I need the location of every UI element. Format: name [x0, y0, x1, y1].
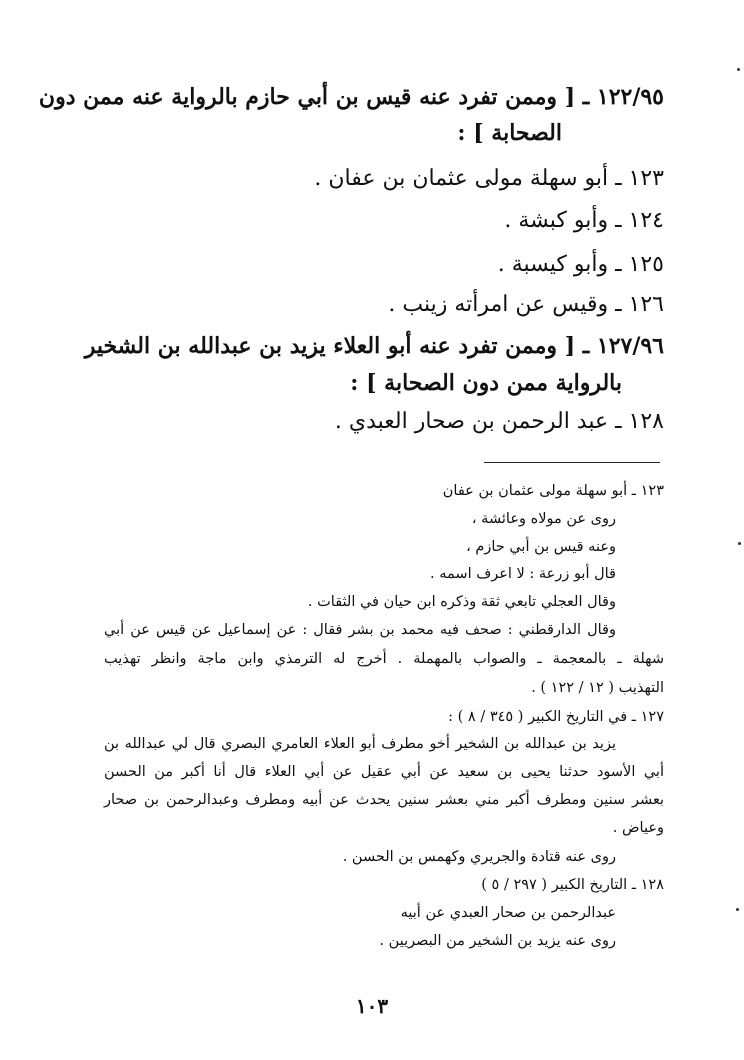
footnote-128-line: روى عنه يزيد بن الشخير من البصريين . [379, 933, 616, 949]
footnote-127-line: أبي الأسود حدثنا يحيى بن سعيد عن أبي عقيل عن أبي العلاء قال أنا أكبر من الحسن [104, 764, 664, 780]
footnote-127-title: ١٢٧ ـ في التاريخ الكبير ( ٣٤٥ / ٨ ) : [448, 709, 664, 725]
footnote-123-line: روى عن مولاه وعائشة ، [471, 511, 616, 527]
entry-123: ١٢٣ ـ أبو سهلة مولى عثمان بن عفان . [314, 166, 664, 191]
footnote-123-line: قال أبو زرعة : لا اعرف اسمه . [430, 566, 616, 582]
footnote-127-line: بعشر سنين ومطرف أكبر مني بعشر سنين يحدث عن أبيه ومطرف وعبدالرحمن بن صحار [104, 792, 664, 808]
page-number: ١٠٣ [355, 994, 389, 1018]
heading-95-continued: الصحابة ] : [457, 120, 562, 146]
footnote-123-line: وقال العجلي تابعي ثقة وذكره ابن حيان في الثقات . [307, 594, 616, 610]
footnote-123-line: التهذيب ( ١٢ / ١٢٢ ) . [531, 680, 664, 696]
footnote-separator [484, 462, 660, 463]
footnote-128-title: ١٢٨ ـ التاريخ الكبير ( ٢٩٧ / ٥ ) [481, 877, 664, 893]
entry-126: ١٢٦ ـ وقيس عن امرأته زينب . [388, 292, 664, 317]
footnote-123-line: شهلة ـ بالمعجمة ـ والصواب بالمهملة . أخرج له الترمذي وابن ماجة وانظر تهذيب [104, 651, 664, 667]
footnote-123-line: وعنه قيس بن أبي حازم ، [466, 539, 616, 555]
entry-125: ١٢٥ ـ وأبو كيسبة . [497, 252, 664, 277]
scan-speck [737, 68, 740, 71]
heading-96: ١٢٧/٩٦ ـ [ وممن تفرد عنه أبو العلاء يزيد بن عبدالله بن الشخير [84, 333, 664, 359]
footnote-123-title: ١٢٣ ـ أبو سهلة مولى عثمان بن عفان [442, 483, 664, 499]
entry-124: ١٢٤ ـ وأبو كبشة . [504, 208, 664, 233]
entry-128: ١٢٨ ـ عبد الرحمن بن صحار العبدي . [334, 409, 664, 434]
footnote-128-line: عبدالرحمن بن صحار العبدي عن أبيه [400, 905, 616, 921]
scan-speck [738, 542, 741, 545]
heading-96-continued: بالرواية ممن دون الصحابة ] : [350, 370, 622, 396]
footnote-127-line: روى عنه قتادة والجريري وكهمس بن الحسن . [342, 849, 616, 865]
footnote-127-line: يزيد بن عبدالله بن الشخير أخو مطرف أبو العلاء العامري البصري قال لي عبدالله بن [104, 736, 616, 752]
scan-speck [736, 908, 739, 911]
footnote-127-line: وعياض . [612, 820, 664, 836]
heading-95: ١٢٢/٩٥ ـ [ وممن تفرد عنه قيس بن أبي حازم بالرواية عنه ممن دون [38, 84, 664, 110]
footnote-123-line: وقال الدارقطني : صحف فيه محمد بن بشر فقال : عن إسماعيل عن قيس عن أبي [104, 622, 616, 638]
